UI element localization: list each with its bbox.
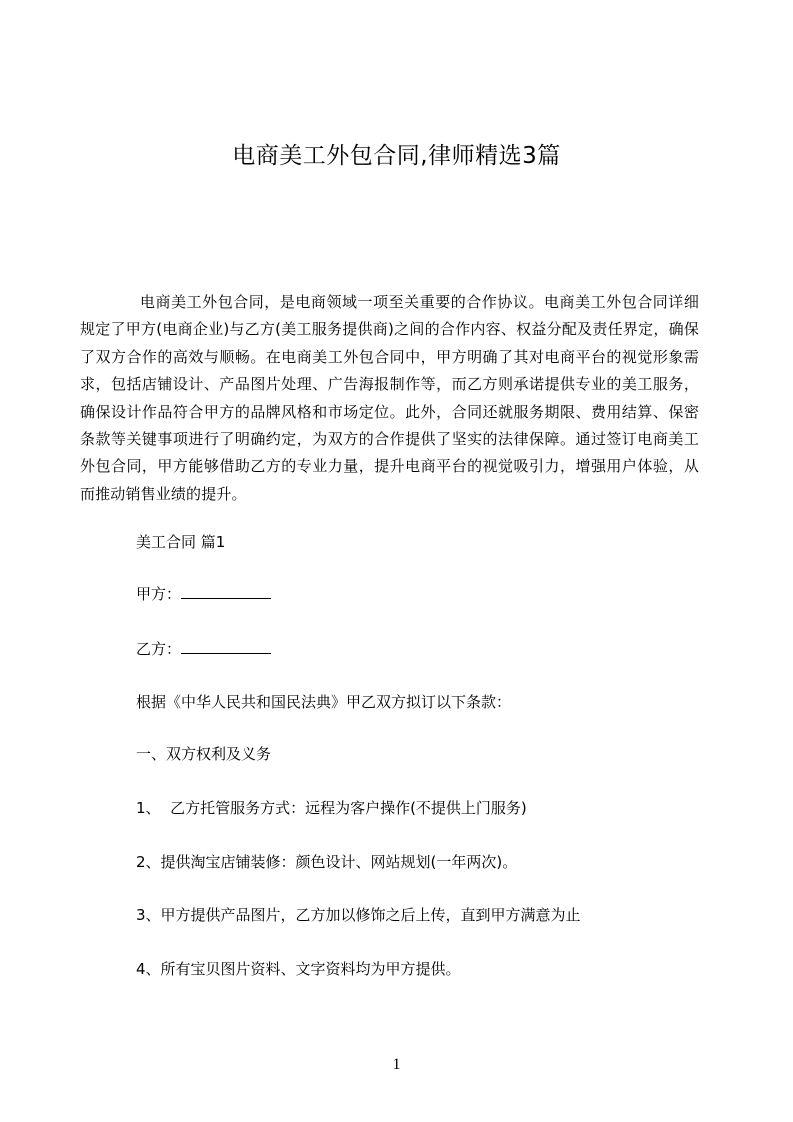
clause-item-3: 3、甲方提供产品图片，乙方加以修饰之后上传，直到甲方满意为止 bbox=[136, 906, 581, 924]
page-number: 1 bbox=[392, 1056, 401, 1073]
party-a-blank bbox=[181, 584, 271, 599]
party-a-label: 甲方： bbox=[136, 585, 182, 603]
clause-item-1: 1、 乙方托管服务方式：远程为客户操作(不提供上门服务) bbox=[136, 799, 527, 817]
intro-paragraph: 电商美工外包合同，是电商领域一项至关重要的合作协议。电商美工外包合同详细规定了甲方(电商企业)与乙方(美工服务提供商)之间的合作内容、权益分配及责任界定，确保了双方合作的高效与顺畅。在电商美工外包合同中，甲方明确了其对电商平台的视觉形象需求，包括店铺设计、产品图片处理、广告海报制作等，而乙方则承诺提供专业的美工服务，确保设计作品符合甲方的品牌风格和市场定位。此外，合同还就服务期限、费用结算、保密条款等关键事项进行了明确约定，为双方的合作提供了坚实的法律保障。通过签订电商美工外包合同，甲方能够借助乙方的专业力量，提升电商平台的视觉吸引力，增强用户体验，从而推动销售业绩的提升。 bbox=[80, 293, 699, 503]
party-b-blank bbox=[181, 639, 271, 654]
clause-heading: 一、双方权利及义务 bbox=[136, 745, 272, 763]
clause-item-2: 2、提供淘宝店铺装修：颜色设计、网站规划(一年两次)。 bbox=[136, 853, 518, 871]
party-b-label: 乙方： bbox=[136, 640, 182, 658]
clause-item-4: 4、所有宝贝图片资料、文字资料均为甲方提供。 bbox=[136, 960, 461, 978]
section-heading: 美工合同 篇1 bbox=[136, 533, 226, 551]
document-title: 电商美工外包合同,律师精选3篇 bbox=[232, 143, 561, 169]
party-a-line bbox=[136, 583, 271, 605]
party-b-line bbox=[136, 638, 271, 660]
legal-basis: 根据《中华人民共和国民法典》甲乙双方拟订以下条款： bbox=[136, 693, 512, 711]
